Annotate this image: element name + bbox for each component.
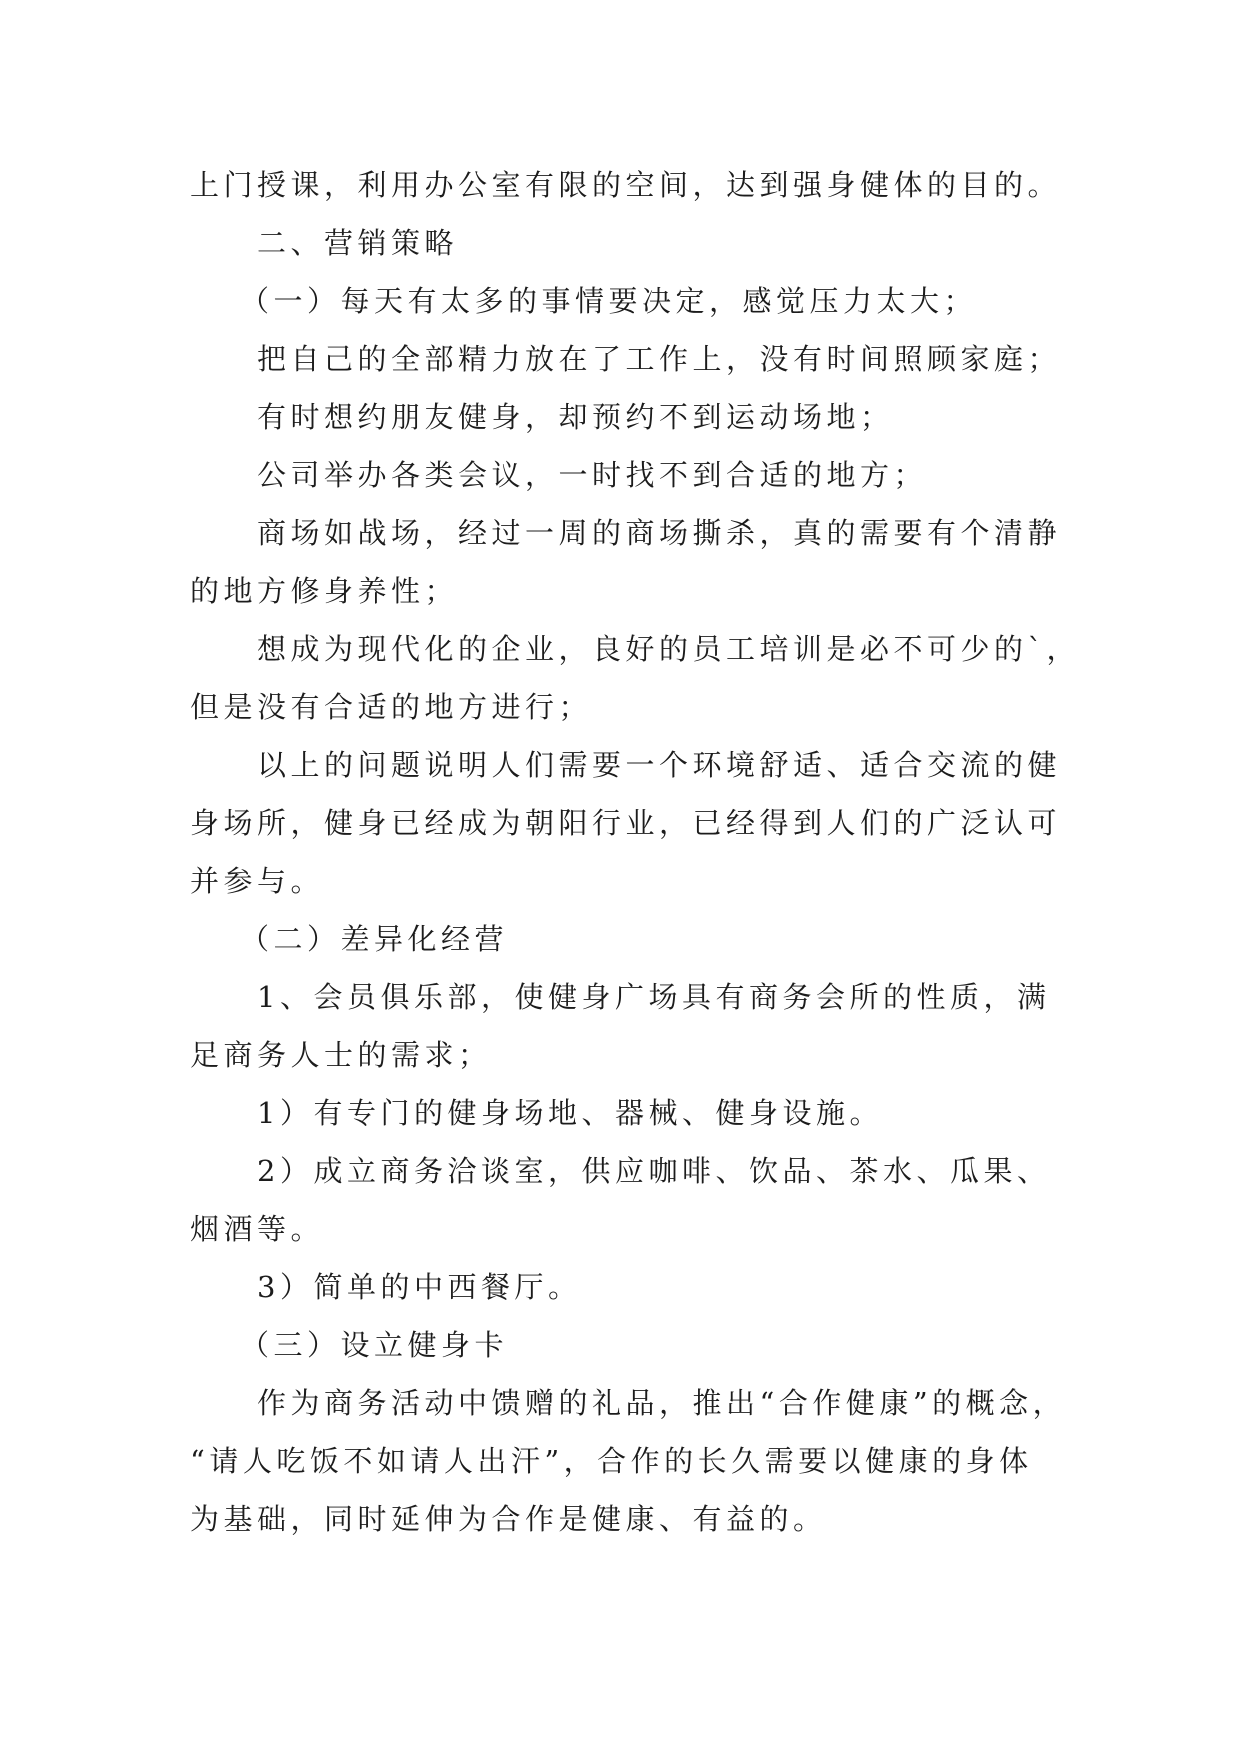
text-line: “请人吃饭不如请人出汗”，合作的长久需要以健康的身体 [190,1444,1033,1478]
paragraph [190,330,1090,388]
list-item [190,1258,1090,1316]
paragraph [190,1374,1090,1548]
text-line: 上门授课，利用办公室有限的空间，达到强身健体的目的。 [190,168,1062,202]
text-line: 1）有专门的健身场地、器械、健身设施。 [257,1096,883,1130]
text-line: 把自己的全部精力放在了工作上，没有时间照顾家庭； [257,342,1062,376]
paragraph [190,388,1090,446]
text-line: 并参与。 [190,864,325,898]
paragraph [190,736,1090,910]
text-line: 身场所，健身已经成为朝阳行业，已经得到人们的广泛认可 [190,806,1062,840]
section-heading [190,214,1090,272]
text-line: 想成为现代化的企业，良好的员工培训是必不可少的`， [257,632,1081,666]
text-line: 为基础，同时延伸为合作是健康、有益的。 [190,1502,827,1536]
subsection-heading [190,272,1090,330]
list-item [190,1084,1090,1142]
subsection-heading [190,910,1090,968]
paragraph [190,156,1090,214]
list-item [190,1142,1090,1258]
text-line: （一）每天有太多的事情要决定，感觉压力太大； [240,284,978,318]
text-line: （三）设立健身卡 [240,1328,509,1362]
text-line: 烟酒等。 [190,1212,325,1246]
text-line: 作为商务活动中馈赠的礼品，推出“合作健康”的概念， [257,1386,1067,1420]
text-line: 以上的问题说明人们需要一个环境舒适、适合交流的健 [257,748,1062,782]
text-line: 1、会员俱乐部，使健身广场具有商务会所的性质，满 [257,980,1051,1014]
text-line: 但是没有合适的地方进行； [190,690,593,724]
text-line: 足商务人士的需求； [190,1038,492,1072]
text-line: 3）简单的中西餐厅。 [257,1270,582,1304]
text-line: 有时想约朋友健身，却预约不到运动场地； [257,400,894,434]
text-line: 二、营销策略 [257,226,459,260]
text-line: 公司举办各类会议，一时找不到合适的地方； [257,458,928,492]
text-line: 商场如战场，经过一周的商场撕杀，真的需要有个清静 [257,516,1062,550]
paragraph [190,446,1090,504]
text-line: 的地方修身养性； [190,574,459,608]
paragraph [190,968,1090,1084]
document-body [190,156,1090,1548]
subsection-heading [190,1316,1090,1374]
paragraph [190,504,1090,620]
text-line: （二）差异化经营 [240,922,509,956]
text-line: 2）成立商务洽谈室，供应咖啡、饮品、茶水、瓜果、 [257,1154,1051,1188]
paragraph [190,620,1090,736]
